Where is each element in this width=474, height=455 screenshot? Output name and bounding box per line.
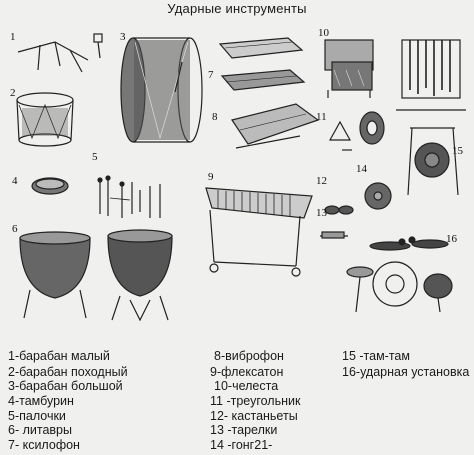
legend-item-10: 10-челеста — [214, 379, 279, 393]
legend-item-5: 5-палочки — [8, 409, 66, 423]
figure-number-15: 15 — [452, 145, 463, 157]
triangle-drawing — [330, 122, 352, 150]
sticks-drawing — [98, 176, 160, 218]
celesta-drawing — [325, 40, 373, 98]
reel-drawing — [360, 112, 384, 144]
tambourine-drawing — [32, 178, 68, 194]
gong-drawing — [365, 183, 391, 209]
figure-number-14: 14 — [356, 163, 367, 175]
figure-number-8: 8 — [212, 111, 218, 123]
page-title: Ударные инструменты — [167, 1, 307, 16]
legend-item-7: 7- ксилофон — [8, 438, 80, 452]
legend-item-4: 4-тамбурин — [8, 394, 74, 408]
legend-item-13: 13 -тарелки — [210, 423, 278, 437]
legend-item-8: 8-вибрoфон — [214, 349, 284, 363]
legend-item-1: 1-барабан малый — [8, 349, 110, 363]
bass-drum-drawing — [121, 38, 202, 142]
tubular-bells-drawing — [396, 40, 466, 110]
figure-number-12: 12 — [316, 175, 327, 187]
figure-number-3: 3 — [120, 31, 126, 43]
legend-item-15: 15 -там-там — [342, 349, 410, 363]
legend-item-9: 9-флексатон — [210, 365, 284, 379]
vibraphone-drawing — [232, 104, 318, 148]
legend-item-14: 14 -гонг21- — [210, 438, 273, 452]
figure-number-6: 6 — [12, 223, 18, 235]
legend-item-12: 12- кастаньеты — [210, 409, 298, 423]
snare-drum-drawing — [18, 34, 102, 72]
xylophone-drawing — [220, 38, 304, 90]
drum-kit-drawing — [347, 237, 452, 312]
figure-number-1: 1 — [10, 31, 16, 43]
legend-item-11: 11 -треугольник — [210, 394, 301, 408]
marching-drum-drawing — [17, 93, 73, 146]
timpani-drawing — [20, 230, 172, 320]
figure-number-7: 7 — [208, 69, 214, 81]
figure-number-11: 11 — [316, 111, 327, 123]
legend-item-2: 2-барабан походный — [8, 365, 128, 379]
legend-item-3: 3-барабан большой — [8, 379, 123, 393]
figure-number-4: 4 — [12, 175, 18, 187]
tam-tam-drawing — [408, 128, 458, 195]
legend-item-6: 6- литавры — [8, 423, 72, 437]
figure-number-10: 10 — [318, 27, 329, 39]
figure-number-9: 9 — [208, 171, 214, 183]
figure-number-16: 16 — [446, 233, 457, 245]
marimba-frame-drawing — [206, 188, 312, 276]
instruments-illustration — [0, 20, 474, 342]
figure-number-13: 13 — [316, 207, 327, 219]
legend-item-16: 16-ударная установка — [342, 365, 470, 379]
figure-number-2: 2 — [10, 87, 16, 99]
figure-number-5: 5 — [92, 151, 98, 163]
